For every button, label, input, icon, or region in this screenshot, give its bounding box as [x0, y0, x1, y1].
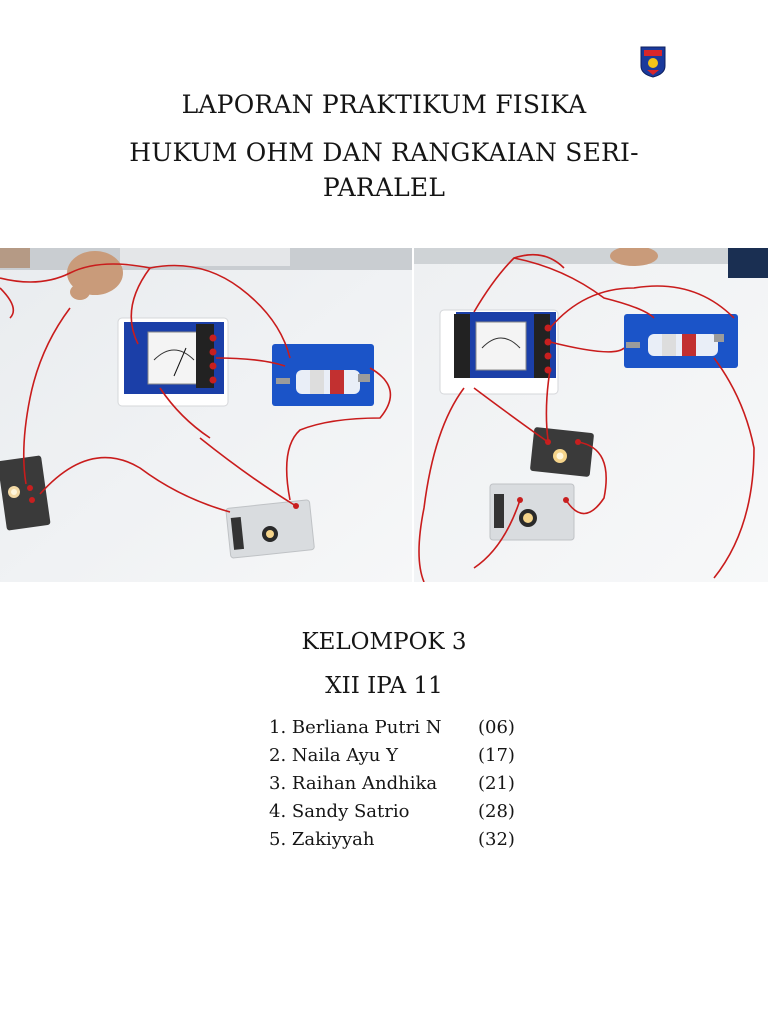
member-number: (28) [478, 801, 515, 822]
report-subtitle-line2: PARALEL [322, 173, 446, 202]
school-logo [640, 46, 666, 78]
group-name: KELOMPOK 3 [301, 629, 467, 655]
list-item [269, 770, 529, 798]
experiment-photo-left [0, 248, 412, 582]
member-list [269, 714, 529, 854]
list-item [269, 798, 529, 826]
member-number: (21) [478, 773, 515, 794]
member-name: 2. Naila Ayu Y [269, 745, 398, 766]
member-name: 5. Zakiyyah [269, 829, 375, 850]
member-number: (06) [478, 717, 515, 738]
list-item [269, 714, 529, 742]
member-name: 4. Sandy Satrio [269, 801, 410, 822]
list-item [269, 826, 529, 854]
member-number: (17) [478, 745, 515, 766]
experiment-photo-right [414, 248, 768, 582]
member-name: 3. Raihan Andhika [269, 773, 438, 794]
report-title: LAPORAN PRAKTIKUM FISIKA [181, 90, 587, 119]
class-name: XII IPA 11 [325, 673, 443, 699]
list-item [269, 742, 529, 770]
report-subtitle-line1: HUKUM OHM DAN RANGKAIAN SERI- [129, 138, 639, 167]
member-name: 1. Berliana Putri N [269, 717, 442, 738]
member-number: (32) [478, 829, 515, 850]
